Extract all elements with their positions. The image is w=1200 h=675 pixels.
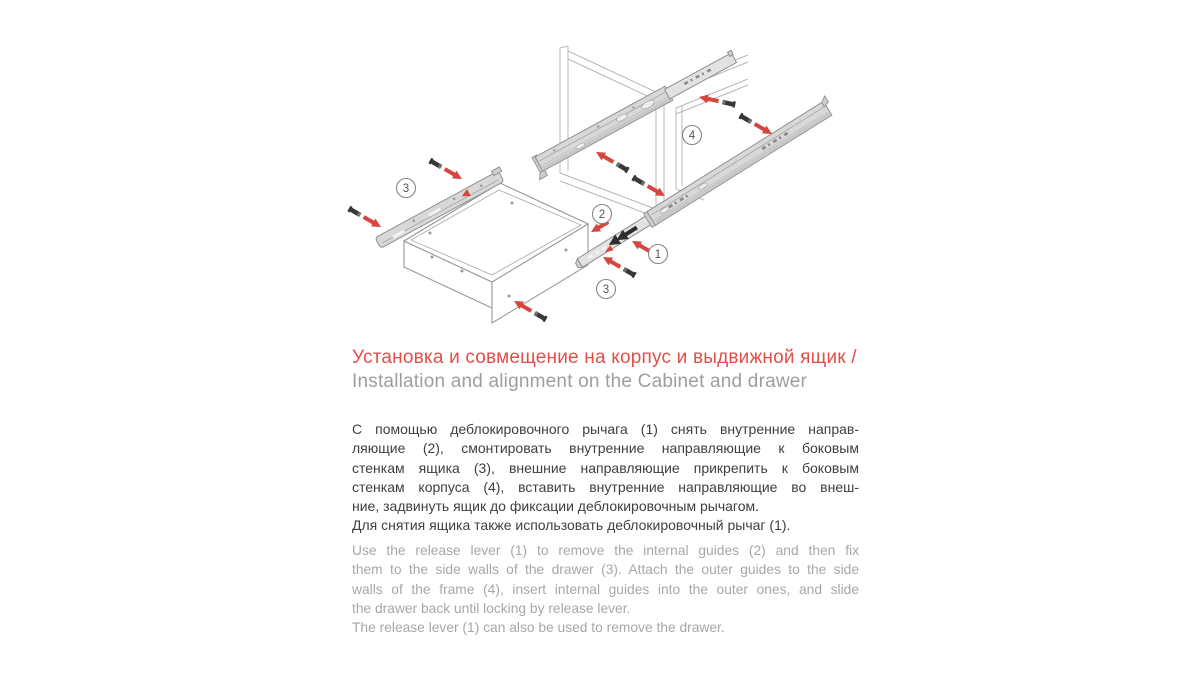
text-line: them to the side walls of the drawer (3). Attach the outer guides to the side — [352, 562, 859, 578]
svg-text:3: 3 — [602, 284, 610, 296]
text-line: Для снятия ящика также использовать деблокировочный рычаг (1). — [352, 517, 791, 534]
section-title-ru: Установка и совмещение на корпус и выдвижной ящик / — [352, 347, 857, 368]
text-line: Use the release lever (1) to remove the internal guides (2) and then fix — [352, 543, 859, 558]
text-line: The release lever (1) can also be used to remove the drawer. — [352, 620, 725, 636]
svg-text:1: 1 — [654, 249, 662, 261]
screw-arrow — [738, 112, 775, 138]
part-label-2 — [593, 205, 612, 224]
text-line: the drawer back until locking by release lever. — [352, 600, 631, 616]
svg-text:3: 3 — [402, 183, 410, 195]
instructions-ru — [352, 420, 859, 536]
screw-arrow — [594, 148, 631, 174]
screw-arrow — [428, 157, 465, 183]
screw-arrow — [631, 174, 668, 200]
drawer-box — [404, 183, 588, 323]
text-line: ние, задвинуть ящик до фиксации деблокировочным рычагом. — [352, 498, 760, 515]
part-label-3-bottom — [597, 280, 616, 299]
part-label-4 — [683, 126, 702, 145]
svg-text:2: 2 — [598, 209, 606, 221]
text-line: стенкам ящика (3), внешние направляющие прикрепить к боковым — [352, 459, 859, 476]
part-label-1 — [649, 245, 668, 264]
text-line: ляющие (2), смонтировать внутренние направляющие к боковым — [352, 440, 859, 457]
section-title-en: Installation and alignment on the Cabinet and drawer — [352, 371, 808, 392]
part-label-3-left — [397, 179, 416, 198]
text-line: С помощью деблокировочного рычага (1) снять внутренние направ- — [352, 421, 859, 437]
text-line: стенкам корпуса (4), вставить внутренние направляющие во внеш- — [352, 478, 859, 495]
svg-text:4: 4 — [688, 130, 696, 142]
screw-arrow — [601, 253, 638, 279]
instructions-en — [352, 541, 859, 637]
text-line: walls of the frame (4), insert internal guides into the outer ones, and slide — [352, 581, 859, 597]
screw-arrow — [698, 93, 736, 110]
screw-arrow — [347, 205, 384, 231]
